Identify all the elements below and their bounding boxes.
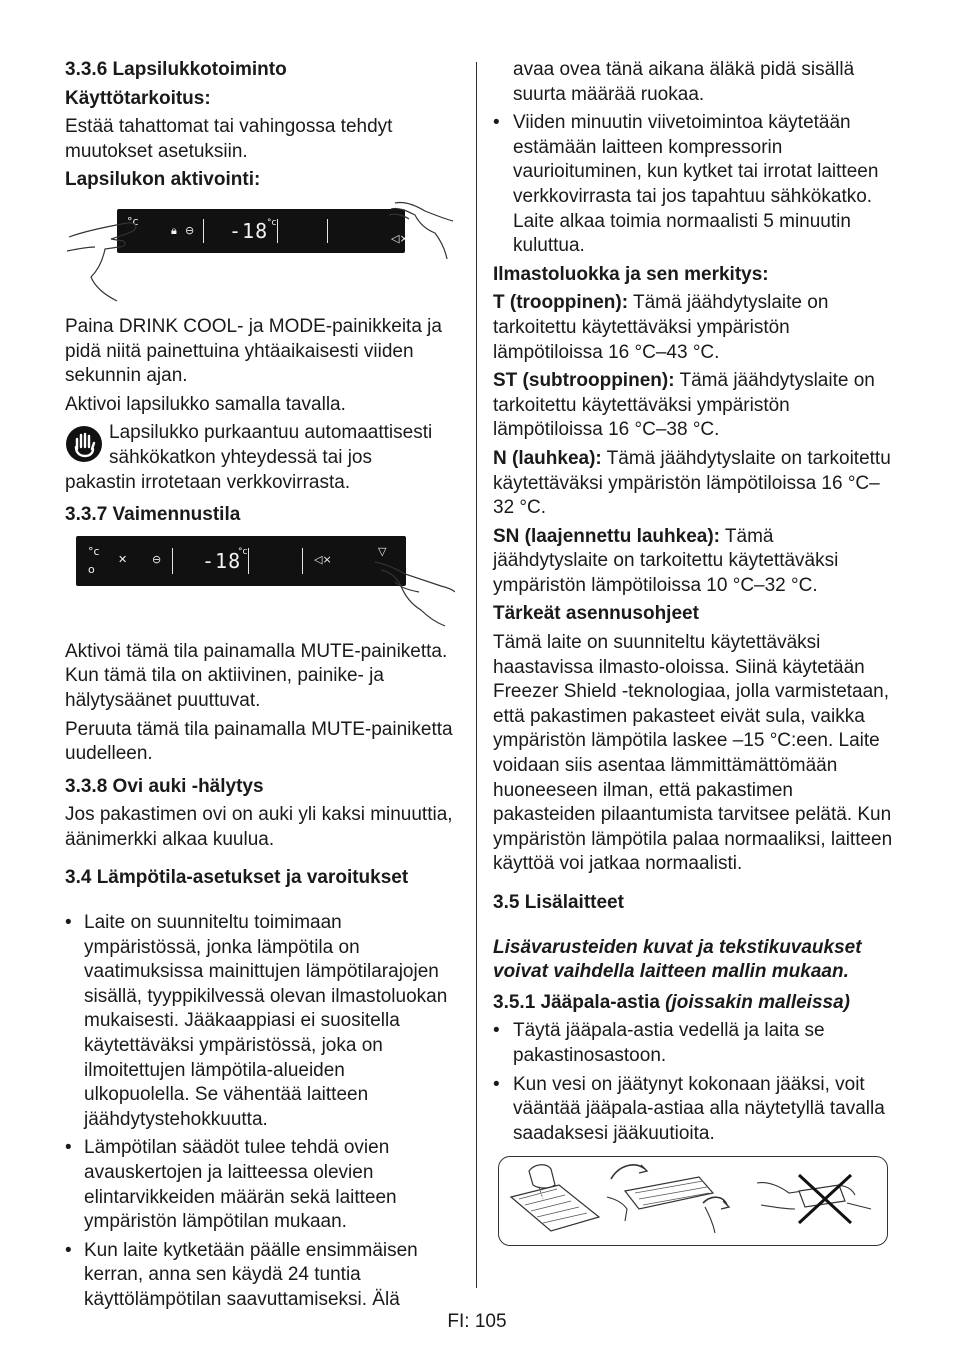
control-panel [76,536,406,586]
note-line-1: Lapsilukko purkaantuu automaattisesti [109,422,433,444]
mute-icon: ◁× [391,231,409,245]
purpose-text: Estää tahattomat tai vahingossa tehdyt muutokset asetuksiin. [65,116,393,162]
fast-freeze-icon: ✕ [118,552,128,566]
control-panel-figure-mute [65,528,455,632]
ice-tray-illustration [499,1157,885,1243]
eco-icon: ⊖ [152,552,162,566]
hand-pressing-icon [365,552,455,632]
ice-tray-fill-icon [511,1165,599,1231]
child-lock-deactivate: Aktivoi lapsilukko samalla tavalla. [65,393,346,415]
column-divider [476,62,477,1288]
section-3-3-7-title: 3.3.7 Vaimennustila [65,504,241,526]
door-alarm-text: Jos pakastimen ovi on auki yli kaksi minuuttia, äänimerkki alkaa kuulua. [65,804,453,850]
activate-heading: Lapsilukon aktivointi: [65,169,261,191]
temperature-display: -18 [229,218,269,243]
right-column [493,58,893,1246]
continued-text: avaa ovea tänä aikana äläkä pidä sisällä suurta määrää ruokaa. [513,59,855,105]
ice-tray-figure [498,1156,888,1246]
mute-icon: ◁× [314,552,332,566]
climate-t: T (trooppinen): Tämä jäähdytyslaite on tarkoitettu käytettäväksi ympäristön lämpötiloissa 16 °C–43 °C. [493,292,829,363]
ice-tray-twist-icon [607,1165,729,1233]
climate-class-heading: Ilmastoluokka ja sen merkitys: [493,263,769,285]
mute-instruction: Aktivoi tämä tila painamalla MUTE-painiketta. Kun tämä tila on aktiivinen, painike- ja hälytysäänet puuttuvat. [65,640,448,711]
list-item: • Viiden minuutin viivetoimintoa käytetään estämään laitteen kompressorin vaurioituminen, kun kytket tai irrotat laitteen verkkovirrasta tai jos tapahtuu sähkökatko. Laite alkaa toimia normaalisti 5 minuutin kuluttua. [493,111,893,259]
note-line-3: pakastin irrotetaan verkkovirrasta. [65,471,351,493]
list-item: • Lämpötilan säädöt tulee tehdä ovien avauskertojen ja laitteessa olevien elintarvikkeiden määrän sekä laitteen ympäristön lämpötilan mukaan. [65,1136,455,1234]
left-column [65,58,455,1317]
section-3-4-title: 3.4 Lämpötila-asetukset ja varoitukset [65,867,409,889]
page-number: FI: 105 [447,1311,507,1332]
control-panel [117,209,409,253]
climate-sn: SN (laajennettu lauhkea): Tämä jäähdytyslaite on tarkoitettu käytettäväksi ympäristön lämpötiloissa 10 °C–32 °C. [493,525,839,596]
section-3-5-1-title: 3.5.1 Jääpala-astia (joissakin malleissa) [493,991,850,1013]
climate-st: ST (subtrooppinen): Tämä jäähdytyslaite on tarkoitettu käytettäväksi ympäristön lämpötiloissa 16 °C–38 °C. [493,370,875,441]
climate-n: N (lauhkea): Tämä jäähdytyslaite on tarkoitettu käytettäväksi ympäristön lämpötiloissa 16 °C–32 °C. [493,447,891,519]
section-3-3-8-title: 3.3.8 Ovi auki -hälytys [65,775,264,797]
ice-tray-bullets [493,1019,893,1146]
control-panel-figure-child-lock [65,193,455,305]
temp-unit-icon: °c [88,544,100,558]
hand-stop-icon [65,425,103,463]
install-heading: Tärkeät asennusohjeet [493,603,699,625]
list-item: • Täytä jääpala-astia vedellä ja laita se pakastinosastoon. [493,1019,893,1068]
list-item: • Laite on suunniteltu toimimaan ympäristössä, jonka lämpötila on vaatimuksissa mainittujen lämpötilarajojen sisällä, tyyppikilvessä olevan ilmastoluokan mukaisesti. Jääkaappiasi ei suositella käytettäväksi ympäristössä, joka on ilmoitettujen lämpötila-alueiden ulkopuolella. Se vähentää laitteen jäähdytystehokkuutta. [65,911,455,1132]
left-hand-icon [65,207,155,303]
accessories-note: Lisävarusteiden kuvat ja tekstikuvaukset voivat vaihdella laitteen mallin mukaan. [493,936,862,983]
section-3-3-6-title: 3.3.6 Lapsilukkotoiminto [65,59,287,80]
list-item: • Kun laite kytketään päälle ensimmäisen kerran, anna sen käydä 24 tuntia käyttölämpötilan saavuttamiseksi. Älä [65,1239,455,1313]
right-hand-icon [385,193,455,273]
note-line-2: sähkökatkon yhteydessä tai jos [109,446,372,468]
note-block [65,421,455,470]
wrong-method-icon [757,1175,871,1223]
purpose-heading: Käyttötarkoitus: [65,87,211,109]
temp-unit-icon: °c [127,214,139,228]
temperature-display: -18 [202,548,242,573]
section-3-5-title: 3.5 Lisälaitteet [493,892,624,913]
drink-cool-icon: ▽ [378,544,387,558]
mute-cancel: Peruuta tämä tila painamalla MUTE-painiketta uudelleen. [65,718,453,765]
temperature-bullets [65,911,455,1313]
display-unit: °c [267,217,277,228]
lock-icon: 🔒︎ [171,223,177,237]
list-item: • Kun vesi on jäätynyt kokonaan jääksi, voit vääntää jääpala-astiaa alla näytetyllä tavalla saadaksesi jääkuutioita. [493,1073,893,1147]
power-icon: o [88,562,95,576]
display-unit: °c [238,546,248,557]
child-lock-instruction: Paina DRINK COOL- ja MODE-painikkeita ja pidä niitä painettuina yhtäaikaisesti viiden sekunnin ajan. [65,315,442,387]
eco-icon: ⊖ [185,223,195,237]
install-text: Tämä laite on suunniteltu käytettäväksi haastavissa ilmasto-oloissa. Siinä käytetään Freezer Shield -teknologiaa, jolla varmistetaan, että pakastimen pakasteet eivät sula, vaikka ympäristön lämpötila laskee –15 °C:een. Laite voidaan siis asentaa lämmittämättömään huoneeseen ilman, että pakastimen pakasteiden pilaantumista tarvitsee pelätä. Kun ympäristön lämpötila palaa normaaliksi, laitteen käyttöä voi jatkaa normaalisti. [493,632,893,875]
delay-bullets [493,111,893,259]
